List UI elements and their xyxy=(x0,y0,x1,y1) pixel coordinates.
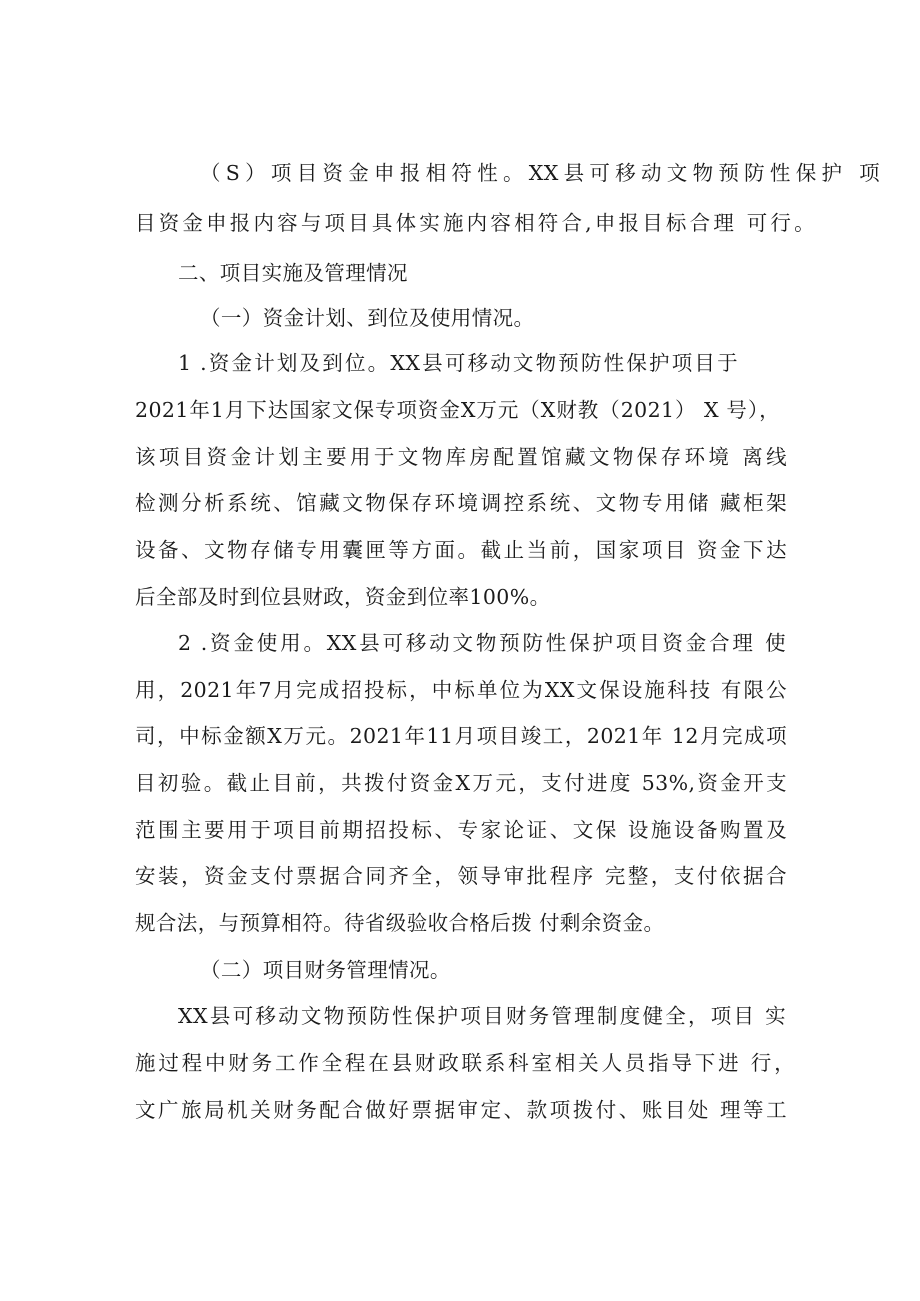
paragraph-line: 范围主要用于项目前期招投标、专家论证、文保 设施设备购置及 xyxy=(135,818,787,842)
paragraph-line: （S）项目资金申报相符性。XX县可移动文物预防性保护 项 xyxy=(200,161,880,185)
paragraph-line: 2021年1月下达国家文保专项资金X万元（X财教（2021） X 号）， xyxy=(135,398,780,422)
paragraph-line: 1 .资金计划及到位。XX县可移动文物预防性保护项目于 xyxy=(178,351,738,375)
paragraph-line: 司，中标金额X万元。2021年11月项目竣工，2021年 12月完成项 xyxy=(135,724,787,748)
paragraph-line: 文广旅局机关财务配合做好票据审定、款项拨付、账目处 理等工 xyxy=(135,1098,787,1122)
paragraph-line: 检测分析系统、馆藏文物保存环境调控系统、文物专用储 藏柜架 xyxy=(135,491,787,515)
paragraph-line: 施过程中财务工作全程在县财政联系科室相关人员指导下进 行， xyxy=(135,1051,795,1075)
subsection-heading: （二）项目财务管理情况。 xyxy=(200,958,451,982)
paragraph-line: 目初验。截止目前，共拨付资金X万元，支付进度 53%,资金开支 xyxy=(135,771,787,795)
section-heading: 二、项目实施及管理情况 xyxy=(178,261,408,285)
paragraph-line: 用，2021年7月完成招投标，中标单位为XX文保设施科技 有限公 xyxy=(135,678,787,702)
subsection-heading: （一）资金计划、到位及使用情况。 xyxy=(200,306,535,330)
paragraph-line: 2 .资金使用。XX县可移动文物预防性保护项目资金合理 使 xyxy=(178,631,786,655)
paragraph-line: 该项目资金计划主要用于文物库房配置馆藏文物保存环境 离线 xyxy=(135,445,787,469)
paragraph-line: XX县可移动文物预防性保护项目财务管理制度健全，项目 实 xyxy=(178,1004,786,1028)
paragraph-line: 规合法，与预算相符。待省级验收合格后拨 付剩余资金。 xyxy=(135,911,665,935)
paragraph-line: 后全部及时到位县财政，资金到位率100%。 xyxy=(135,585,551,609)
paragraph-line: 设备、文物存储专用囊匣等方面。截止当前，国家项目 资金下达 xyxy=(135,538,787,562)
paragraph-line: 目资金申报内容与项目具体实施内容相符合,申报目标合理 可行。 xyxy=(135,211,815,235)
paragraph-line: 安装，资金支付票据合同齐全，领导审批程序 完整，支付依据合 xyxy=(135,864,787,888)
